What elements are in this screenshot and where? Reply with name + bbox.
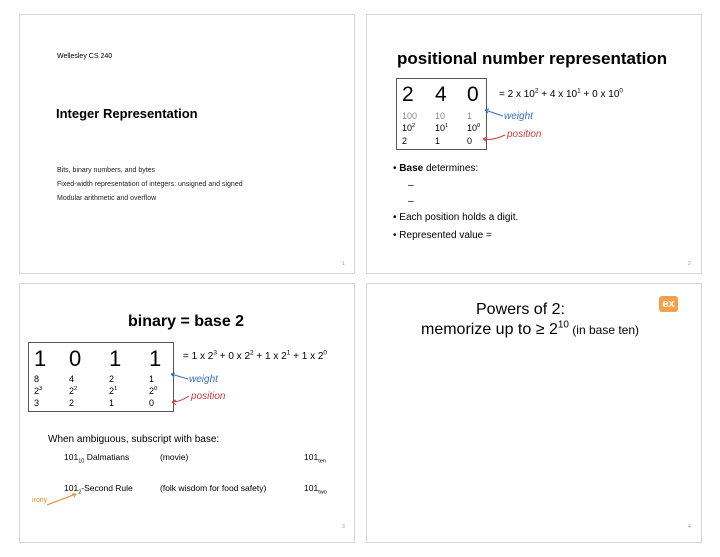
ambiguous-note: When ambiguous, subscript with base: (48, 434, 220, 445)
position-value: 1 (109, 398, 115, 408)
position-value: 0 (467, 136, 473, 146)
position-label: position (507, 129, 542, 140)
power-term: $10^1$ (435, 123, 449, 133)
digit: 4 (435, 83, 447, 106)
weight-label: weight (189, 374, 218, 385)
dash-item: – (408, 196, 414, 207)
slide-1 (19, 14, 355, 274)
powers-title: Powers of 2: (476, 301, 565, 318)
page-number: 1 (342, 261, 345, 267)
binary-equation: = 1 x $2^3 + 0$ x $2^2 + 1$ x $2^1 + 1$ x $2^0$ (183, 349, 328, 362)
example-2-result: $101_{two}$ (304, 483, 327, 496)
digit: 0 (69, 346, 82, 371)
digit: 1 (109, 346, 122, 371)
power-term: $10^0$ (467, 123, 481, 133)
position-value: 0 (149, 398, 155, 408)
position-label: position (191, 391, 226, 402)
digit: 1 (149, 346, 162, 371)
position-value: 2 (69, 398, 75, 408)
position-value: 3 (34, 398, 40, 408)
dash-item: – (408, 180, 414, 191)
bullet-value: • Represented value = (393, 230, 492, 241)
page-number: 3 (342, 524, 345, 530)
power-term: $2^0$ (149, 386, 158, 396)
example-2-desc: (folk wisdom for food safety) (160, 483, 267, 493)
digit: 1 (34, 346, 47, 371)
irony-note: irony (32, 497, 48, 504)
slide-1-title: Integer Representation (56, 106, 198, 121)
power-term: $10^2$ (402, 123, 416, 133)
position-value: 1 (435, 136, 441, 146)
weight-value: 10 (435, 111, 446, 121)
topic-line-1: Bits, binary numbers, and bytes (57, 167, 156, 174)
position-value: 2 (402, 136, 408, 146)
digit: 0 (467, 83, 479, 106)
topic-line-2: Fixed-width representation of integers: unsigned and signed (57, 181, 243, 188)
example-1-term: $101_{10}$ Dalmatians (64, 452, 130, 465)
weight-value: 1 (149, 374, 155, 384)
course-label: Wellesley CS 240 (57, 53, 113, 60)
example-1-desc: (movie) (160, 452, 189, 462)
bullet-digit: • Each position holds a digit. (393, 212, 519, 223)
power-term: $2^2$ (69, 386, 78, 396)
slide-4 (366, 283, 702, 543)
digit: 2 (402, 83, 414, 106)
slide-2-title: positional number representation (397, 49, 668, 68)
weight-value: 8 (34, 374, 40, 384)
page-number: 2 (688, 261, 691, 267)
page-number: 4 (688, 524, 691, 530)
example-1-result: $101_{ten}$ (304, 452, 326, 465)
bullet-base: • Base determines: (393, 163, 479, 174)
example-2-term: $101_2$-Second Rule (64, 483, 133, 496)
slide-3 (19, 283, 355, 543)
memorize-line: memorize up to ≥ $2^{10}$ (in base ten) (421, 319, 640, 338)
weight-value: 4 (69, 374, 75, 384)
annotation-arrows (20, 284, 356, 544)
slide-2 (366, 14, 702, 274)
power-term: $2^1$ (109, 386, 118, 396)
power-term: $2^3$ (34, 386, 43, 396)
topic-line-3: Modular arithmetic and overflow (57, 195, 157, 202)
weight-value: 1 (467, 111, 473, 121)
weight-value: 2 (109, 374, 115, 384)
expansion-equation: = 2 x $10^2 + 4$ x $10^1 + 0$ x $10^0$ (499, 87, 624, 100)
exercise-badge: ex (659, 296, 678, 312)
slide-3-title: binary = base 2 (128, 313, 245, 330)
weight-value: 100 (402, 111, 418, 121)
weight-label: weight (504, 111, 533, 122)
